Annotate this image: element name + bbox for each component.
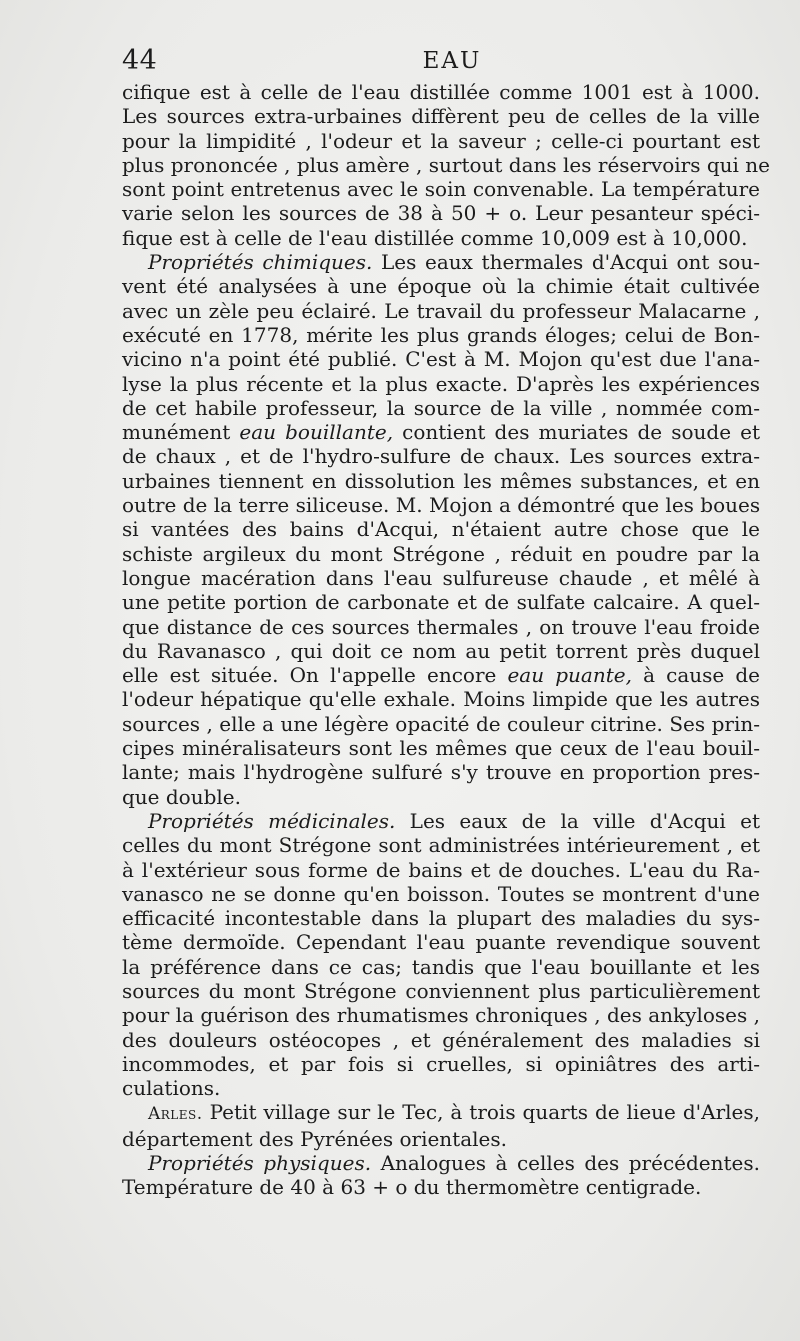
text-line: sources du mont Strégone conviennent plus particulièrement <box>122 978 760 1003</box>
text-line: incommodes, et par fois si cruelles, si opiniâtres des arti- <box>122 1051 760 1076</box>
text-line <box>122 809 760 833</box>
text-line: pour la limpidité , l'odeur et la saveur ; celle-ci pourtant est <box>122 128 760 153</box>
text-line: cipes minéralisateurs sont les mêmes que ceux de l'eau bouil- <box>122 736 760 761</box>
text-line: la préférence dans ce cas; tandis que l'eau bouillante et les <box>122 954 760 979</box>
text-line: du Ravanasco , qui doit ce nom au petit torrent près duquel <box>122 638 760 663</box>
text-fragment: Les eaux thermales d'Acqui ont sou- <box>372 250 760 275</box>
text-line: si vantées des bains d'Acqui, n'étaient autre chose que le <box>122 517 760 542</box>
text-line: Température de 40 à 63 + o du thermomètre centigrade. <box>122 1175 702 1200</box>
paragraph-physical-properties <box>122 1151 760 1200</box>
text-line: de cet habile professeur, la source de la ville , nommée com- <box>122 395 760 420</box>
text-line: exécuté en 1778, mérite les plus grands éloges; celui de Bon- <box>122 322 760 347</box>
text-line <box>122 663 760 687</box>
section-heading-chemical: Propriétés chimiques. <box>148 250 373 275</box>
text-line: Les sources extra-urbaines diffèrent peu de celles de la ville <box>122 104 760 129</box>
text-line: varie selon les sources de 38 à 50 + o. Leur pesanteur spéci- <box>122 201 760 226</box>
text-line: outre de la terre siliceuse. M. Mojon a démontré que les boues <box>122 493 761 518</box>
text-line: celles du mont Strégone sont administrées intérieurement , et <box>122 833 760 858</box>
paragraph-chemical-properties <box>122 250 760 809</box>
text-line <box>122 1151 760 1175</box>
entry-heading-arles: Arles. <box>148 1104 203 1125</box>
text-fragment: munément <box>122 420 240 445</box>
text-line <box>122 250 760 274</box>
text-line: vicino n'a point été publié. C'est à M. Mojon qu'est due l'ana- <box>122 347 760 372</box>
text-line: de chaux , et de l'hydro-sulfure de chaux. Les sources extra- <box>122 444 760 469</box>
text-line: fique est à celle de l'eau distillée comme 10,009 est à 10,000. <box>122 225 748 250</box>
text-line: une petite portion de carbonate et de sulfate calcaire. A quel- <box>122 590 760 615</box>
text-line: pour la guérison des rhumatismes chroniques , des ankyloses , <box>122 1003 760 1028</box>
text-line: des douleurs ostéocopes , et généralement des maladies si <box>122 1027 760 1052</box>
page-number: 44 <box>122 45 158 76</box>
text-line: urbaines tiennent en dissolution les mêmes substances, et en <box>122 468 760 493</box>
text-line: longue macération dans l'eau sulfureuse chaude , et mêlé à <box>122 565 760 590</box>
text-line: avec un zèle peu éclairé. Le travail du professeur Malacarne , <box>122 298 760 323</box>
text-fragment: elle est située. On l'appelle encore <box>122 663 508 688</box>
text-fragment: Les eaux de la ville d'Acqui et <box>395 808 761 833</box>
section-heading-physical: Propriétés physiques. <box>148 1151 372 1176</box>
running-head <box>122 44 762 78</box>
text-line: vent été analysées à une époque où la chimie était cultivée <box>122 274 760 299</box>
running-title: EAU <box>422 48 482 74</box>
text-fragment: Petit village sur le Tec, à trois quarts de lieue d'Arles, <box>202 1100 760 1125</box>
text-line: à l'extérieur sous forme de bains et de douches. L'eau du Ra- <box>122 857 760 882</box>
text-line: lante; mais l'hydrogène sulfuré s'y trouve en proportion pres- <box>122 760 760 785</box>
text-fragment: à cause de <box>631 663 760 688</box>
text-line: vanasco ne se donne qu'en boisson. Toutes se montrent d'une <box>122 881 760 906</box>
text-fragment: Analogues à celles des précédentes. <box>371 1151 761 1176</box>
paragraph-medicinal-properties <box>122 809 760 1101</box>
text-line: que double. <box>122 784 241 809</box>
text-line <box>122 1100 760 1126</box>
text-line: que distance de ces sources thermales , on trouve l'eau froide <box>122 614 760 639</box>
body-text <box>122 80 771 1200</box>
text-line: sont point entretenus avec le soin convenable. La température <box>122 177 760 202</box>
text-line: plus prononcée , plus amère , surtout dans les réservoirs qui ne <box>122 152 771 177</box>
term-eau-bouillante: eau bouillante, <box>239 420 394 445</box>
text-fragment: contient des muriates de soude et <box>393 420 761 445</box>
section-heading-medicinal: Propriétés médicinales. <box>148 808 396 833</box>
paragraph-arles-entry <box>122 1100 760 1151</box>
text-line: département des Pyrénées orientales. <box>122 1126 507 1151</box>
paragraph-continuation <box>122 80 771 250</box>
text-line: lyse la plus récente et la plus exacte. D'après les expériences <box>122 371 760 396</box>
text-line: sources , elle a une légère opacité de couleur citrine. Ses prin- <box>122 711 760 736</box>
term-eau-puante: eau puante, <box>507 663 632 688</box>
text-line: cifique est à celle de l'eau distillée comme 1001 est à 1000. <box>122 80 760 104</box>
text-line: schiste argileux du mont Strégone , réduit en poudre par la <box>122 541 760 566</box>
text-line: tème dermoïde. Cependant l'eau puante revendique souvent <box>122 930 760 955</box>
text-line: culations. <box>122 1076 221 1101</box>
text-line: efficacité incontestable dans la plupart des maladies du sys- <box>122 906 760 931</box>
text-line <box>122 420 760 444</box>
text-line: l'odeur hépatique qu'elle exhale. Moins limpide que les autres <box>122 687 760 712</box>
